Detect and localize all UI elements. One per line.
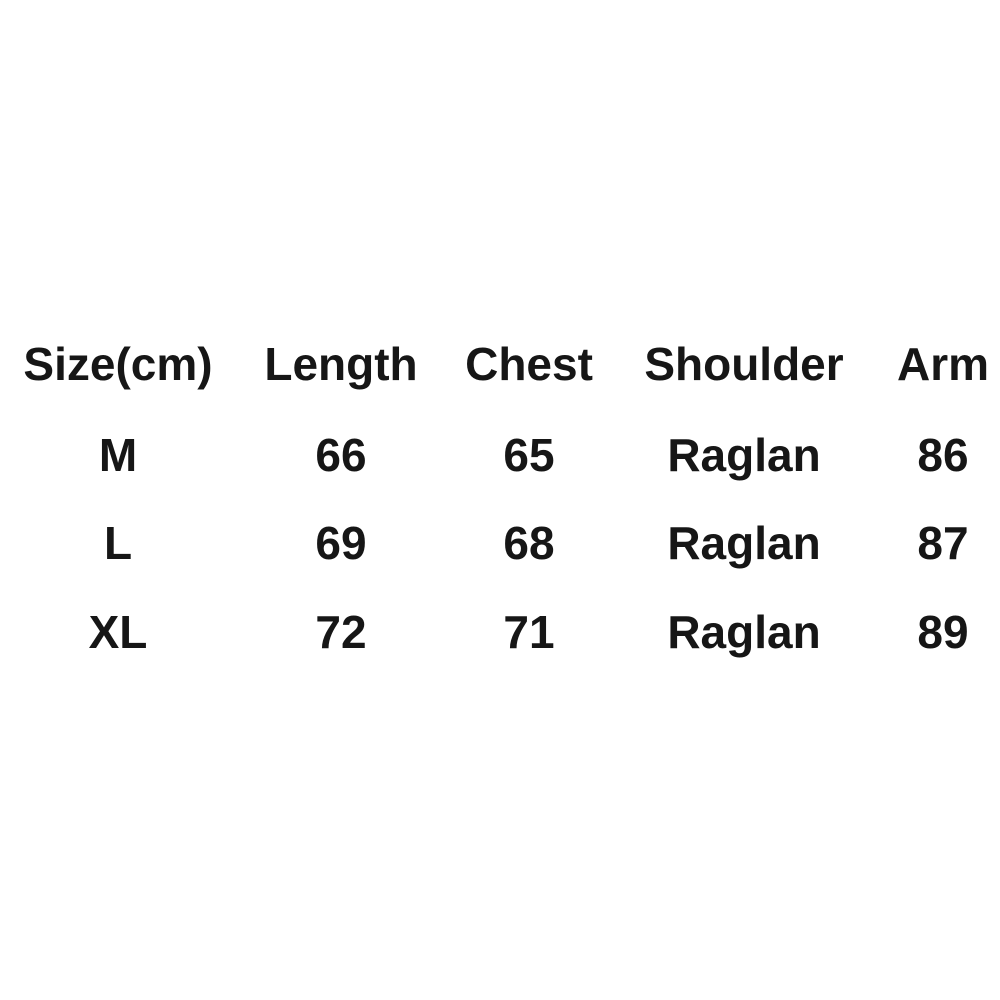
cell-shoulder-l: Raglan: [667, 517, 821, 569]
column-header-size: Size(cm): [23, 338, 213, 390]
cell-shoulder-m: Raglan: [667, 429, 821, 481]
column-header-chest: Chest: [465, 338, 593, 390]
cell-chest-xl: 71: [503, 606, 555, 658]
table-row: [0, 606, 1000, 658]
cell-arm-xl: 89: [917, 606, 969, 658]
column-header-length: Length: [264, 338, 418, 390]
cell-size-xl: XL: [88, 606, 148, 658]
cell-chest-l: 68: [503, 517, 555, 569]
column-header-arm: Arm: [896, 338, 990, 390]
cell-length-l: 69: [315, 517, 367, 569]
cell-size-m: M: [98, 429, 138, 481]
cell-size-l: L: [103, 517, 133, 569]
column-header-shoulder: Shoulder: [644, 338, 844, 390]
cell-length-m: 66: [315, 429, 367, 481]
cell-length-xl: 72: [315, 606, 367, 658]
cell-arm-m: 86: [917, 429, 969, 481]
table-row: [0, 517, 1000, 569]
table-row: [0, 429, 1000, 481]
table-header-row: [0, 338, 1000, 390]
cell-shoulder-xl: Raglan: [667, 606, 821, 658]
cell-chest-m: 65: [503, 429, 555, 481]
cell-arm-l: 87: [917, 517, 969, 569]
